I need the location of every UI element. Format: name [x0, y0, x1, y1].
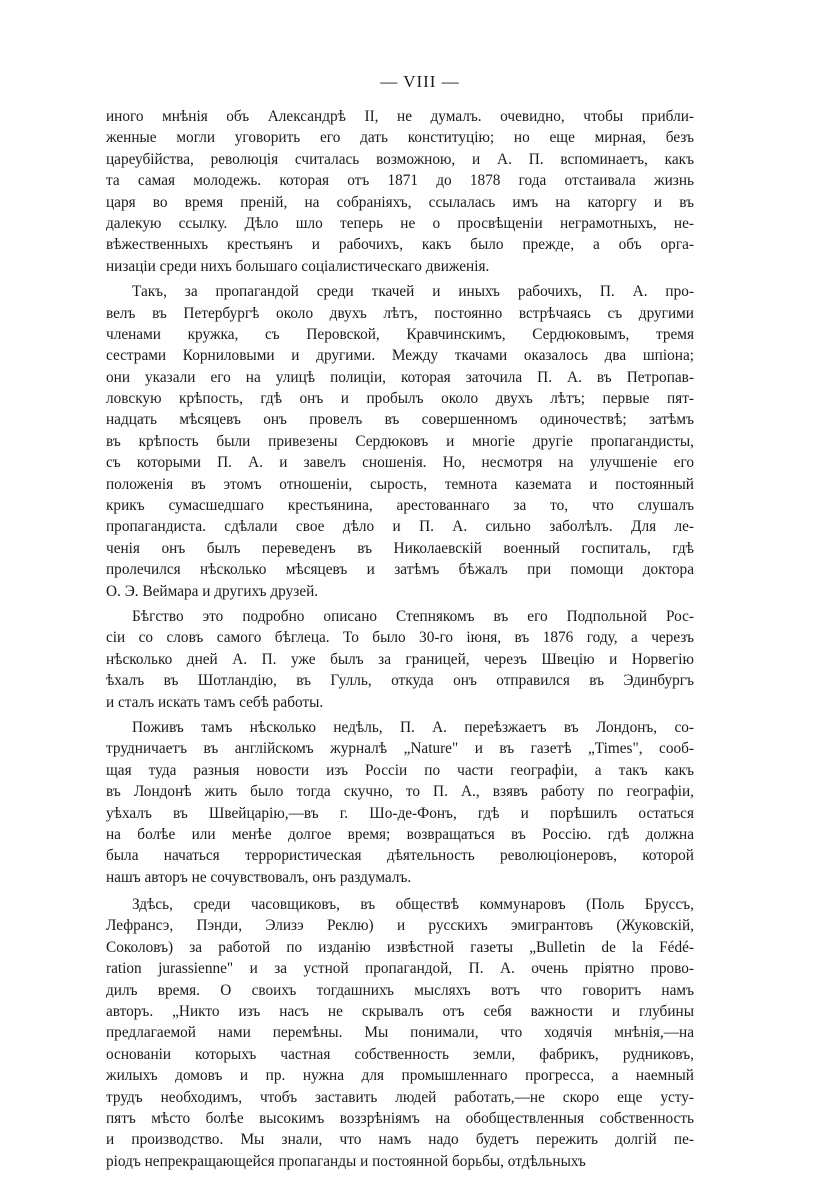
text-line: жилыхъ домовъ и пр. нужна для промышленнаго прогресса, а наемный — [106, 1067, 694, 1085]
page-number-header: — VIII — — [380, 72, 460, 91]
text-line: пролечился нѣсколько мѣсяцевъ и затѣмъ бѣжалъ при помощи доктора — [106, 561, 694, 579]
text-line: Такъ, за пропагандой среди ткачей и иныхъ рабочихъ, П. А. про- — [132, 283, 694, 301]
text-line: вѣжественныхъ крестьянъ и рабочихъ, какъ было прежде, а объ орга- — [106, 236, 694, 254]
text-line: предлагаемой нами перемѣны. Мы понимали, что ходячія мнѣнія,—на — [106, 1024, 694, 1042]
text-line: ration jurassienne" и за устной пропагандой, П. А. очень пріятно прово- — [106, 960, 694, 978]
text-line: они указали его на улицѣ полиціи, которая заточила П. А. въ Петропав- — [106, 368, 694, 386]
text-line: и сталъ искать тамъ себѣ работы. — [106, 693, 324, 711]
text-line: авторъ. „Никто изъ насъ не скрывалъ отъ себя важности и глубины — [106, 1003, 694, 1021]
text-line: Поживъ тамъ нѣсколько недѣль, П. А. переѣзжаетъ въ Лондонъ, со- — [132, 718, 694, 736]
text-line: нѣсколько дней А. П. уже былъ за границей, черезъ Швецію и Норвегію — [106, 650, 694, 668]
text-line: надцать мѣсяцевъ онъ провелъ въ совершенномъ одиночествѣ; затѣмъ — [106, 411, 694, 429]
text-line: Лефрансэ, Пэнди, Элизэ Реклю) и русскихъ эмигрантовъ (Жуковскій, — [106, 917, 694, 935]
text-line: щая туда разныя новости изъ Россіи по части географіи, а такъ какъ — [106, 761, 694, 779]
paragraph — [106, 106, 694, 277]
text-line: дилъ время. О своихъ тогдашнихъ мысляхъ вотъ что говоритъ намъ — [106, 981, 694, 999]
text-line: нашъ авторъ не сочувствовалъ, онъ раздумалъ. — [106, 868, 412, 886]
text-line: въ Лондонѣ жить было тогда скучно, то П. А., взявъ работу по географіи, — [106, 783, 694, 801]
text-line: и производство. Мы знали, что намъ надо будетъ пережить долгій пе- — [106, 1131, 694, 1149]
text-line: Здѣсь, среди часовщиковъ, въ обществѣ коммунаровъ (Поль Бруссъ, — [132, 896, 694, 914]
text-line: цареубійства, революція считалась возможною, и А. П. вспоминаетъ, какъ — [106, 150, 694, 168]
text-line: ѣхалъ въ Шотландію, въ Гулль, откуда онъ отправился въ Эдинбургъ — [106, 672, 694, 690]
text-line: пропагандиста. сдѣлали свое дѣло и П. А. сильно заболѣлъ. Для ле- — [106, 518, 694, 536]
text-line: крикъ сумасшедшаго крестьянина, арестованнаго за то, что слушалъ — [106, 497, 694, 515]
text-line: Бѣгство это подробно описано Степнякомъ въ его Подпольной Рос- — [132, 607, 694, 625]
text-line: пятъ мѣсто болѣе высокимъ воззрѣніямъ на обобществленныя собственность — [106, 1109, 694, 1127]
paragraph — [106, 894, 694, 1172]
text-line: ріодъ непрекращающейся пропаганды и постоянной борьбы, отдѣльныхъ — [106, 1152, 586, 1170]
text-line: Соколовъ) за работой по изданію извѣстной газеты „Bulletin de la Fédé- — [106, 938, 694, 956]
text-line: трудъ необходимъ, чтобъ заставить людей работать,—не скоро еще усту- — [106, 1088, 694, 1106]
text-line: ченія онъ былъ переведенъ въ Николаевскій военный госпиталь, гдѣ — [106, 539, 694, 557]
text-line: велъ въ Петербургѣ около двухъ лѣтъ, постоянно встрѣчаясь съ другими — [106, 304, 694, 322]
paragraph — [106, 606, 694, 713]
text-line: членами кружка, съ Перовской, Кравчинскимъ, Сердюковымъ, тремя — [106, 325, 694, 343]
paragraph — [106, 281, 694, 602]
text-line: въ крѣпость были привезены Сердюковъ и многіе другіе пропагандисты, — [106, 432, 694, 450]
paragraph — [106, 717, 694, 888]
text-line: далекую ссылку. Дѣло шло теперь не о просвѣщеніи неграмотныхъ, не- — [106, 214, 694, 232]
text-line: ловскую крѣпость, гдѣ онъ и пробылъ около двухъ лѣтъ; первые пят- — [106, 390, 694, 408]
text-line: женные могли уговорить его дать конституцію; но еще мирная, безъ — [106, 129, 694, 147]
text-line: положенія въ этомъ отношеніи, сырость, темнота каземата и постоянный — [106, 475, 694, 493]
text-line: та самая молодежь. которая отъ 1871 до 1878 года отстаивала жизнь — [106, 172, 694, 190]
body-text — [106, 106, 694, 1172]
text-line: иного мнѣнія объ Александрѣ II, не думалъ. очевидно, чтобы прибли- — [106, 108, 694, 125]
text-line: съ которыми П. А. и завелъ сношенія. Но, несмотря на улучшеніе его — [106, 454, 694, 472]
text-line: основаніи которыхъ частная собственность земли, фабрикъ, рудниковъ, — [106, 1045, 694, 1063]
text-line: О. Э. Веймара и другихъ друзей. — [106, 582, 319, 600]
text-line: сестрами Корниловыми и другими. Между ткачами оказалось два шпіона; — [106, 347, 694, 365]
text-line: сіи со словъ самого бѣглеца. То было 30-го іюня, въ 1876 году, а черезъ — [106, 629, 694, 647]
text-line: была начаться террористическая дѣятельность революціонеровъ, которой — [106, 847, 694, 865]
text-line: царя во время преній, на собраніяхъ, ссылалась имъ на каторгу и въ — [106, 193, 694, 211]
text-line: низаціи среди нихъ большаго соціалистическаго движенія. — [106, 257, 490, 275]
text-line: трудничаетъ въ англійскомъ журналѣ „Nature" и въ газетѣ „Times", сооб- — [106, 740, 694, 758]
text-line: на болѣе или менѣе долгое время; возвращаться въ Россію. гдѣ должна — [106, 825, 694, 843]
text-line: уѣхалъ въ Швейцарію,—въ г. Шо-де-Фонъ, гдѣ и порѣшилъ остаться — [106, 804, 694, 822]
